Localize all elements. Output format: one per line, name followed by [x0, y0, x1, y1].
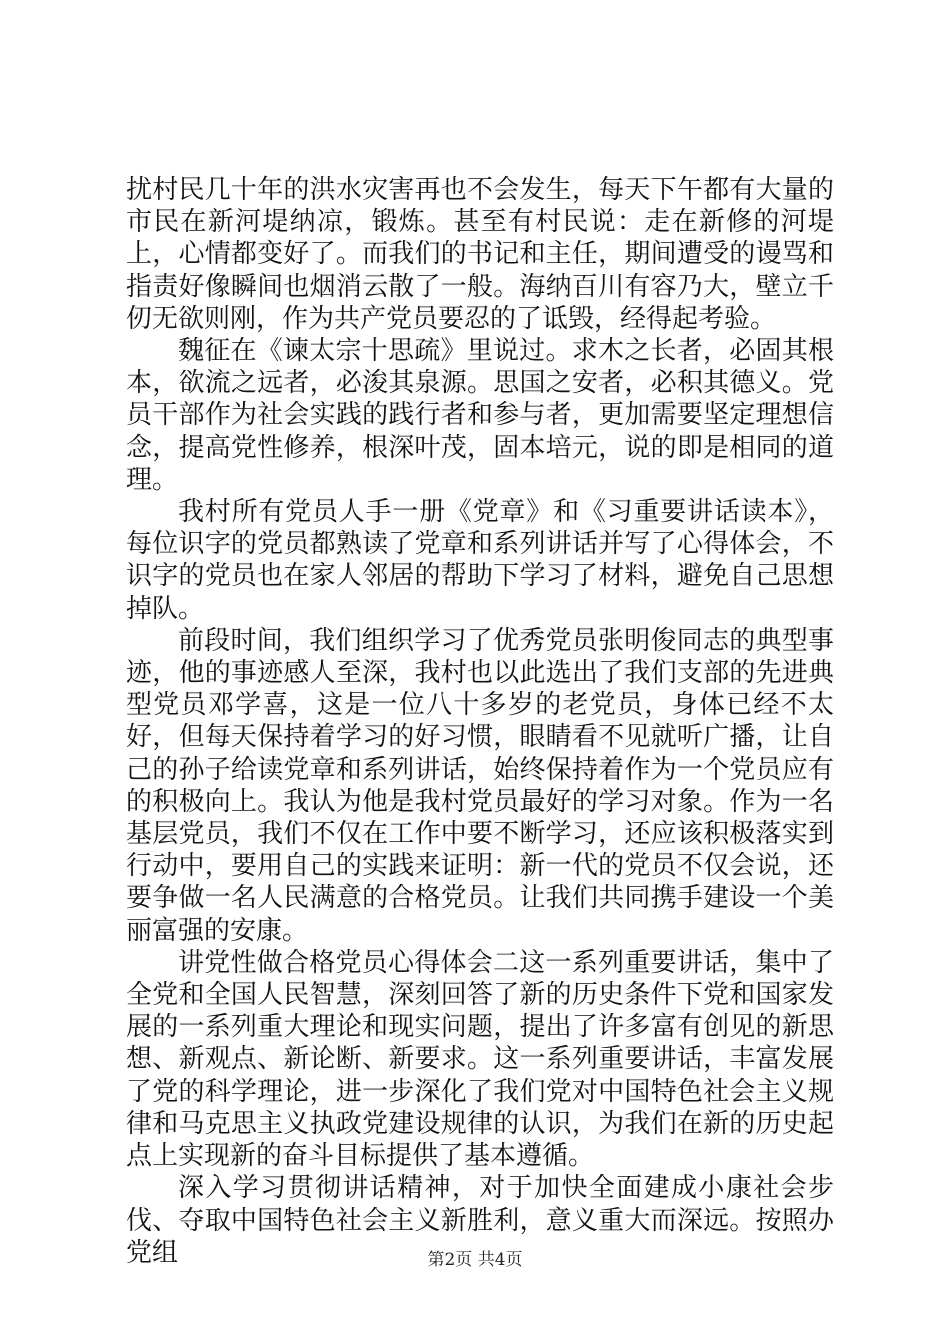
paragraph-2: 魏征在《谏太宗十思疏》里说过。求木之长者，必固其根本，欲流之远者，必浚其泉源。思国之安者，必积其德义。党员干部作为社会实践的践行者和参与者，更加需要坚定理想信念，提高党性修养，根深叶茂，固本培元，说的即是相同的道理。	[126, 336, 834, 495]
document-body	[126, 174, 834, 1269]
paragraph-6: 深入学习贯彻讲话精神，对于加快全面建成小康社会步伐、夺取中国特色社会主义新胜利，意义重大而深远。按照办党组	[126, 1173, 834, 1268]
paragraph-5: 讲党性做合格党员心得体会二这一系列重要讲话，集中了全党和全国人民智慧，深刻回答了新的历史条件下党和国家发展的一系列重大理论和现实问题，提出了许多富有创见的新思想、新观点、新论断、新要求。这一系列重要讲话，丰富发展了党的科学理论，进一步深化了我们党对中国特色社会主义规律和马克思主义执政党建设规律的认识，为我们在新的历史起点上实现新的奋斗目标提供了基本遵循。	[126, 947, 834, 1172]
paragraph-1: 扰村民几十年的洪水灾害再也不会发生，每天下午都有大量的市民在新河堤纳凉，锻炼。甚至有村民说：走在新修的河堤上，心情都变好了。而我们的书记和主任，期间遭受的谩骂和指责好像瞬间也烟消云散了一般。海纳百川有容乃大，壁立千仞无欲则刚，作为共产党员要忍的了诋毁，经得起考验。	[126, 175, 834, 334]
paragraph-3: 我村所有党员人手一册《党章》和《习重要讲话读本》，每位识字的党员都熟读了党章和系列讲话并写了心得体会，不识字的党员也在家人邻居的帮助下学习了材料，避免自己思想掉队。	[126, 497, 834, 624]
paragraph-4: 前段时间，我们组织学习了优秀党员张明俊同志的典型事迹，他的事迹感人至深，我村也以此选出了我们支部的先进典型党员邓学喜，这是一位八十多岁的老党员，身体已经不太好，但每天保持着学习的好习惯，眼睛看不见就听广播，让自己的孙子给读党章和系列讲话，始终保持着作为一个党员应有的积极向上。我认为他是我村党员最好的学习对象。作为一名基层党员，我们不仅在工作中要不断学习，还应该积极落实到行动中，要用自己的实践来证明：新一代的党员不仅会说，还要争做一名人民满意的合格党员。让我们共同携手建设一个美丽富强的安康。	[126, 625, 834, 946]
page-footer: 第2页 共4页	[427, 1250, 523, 1270]
